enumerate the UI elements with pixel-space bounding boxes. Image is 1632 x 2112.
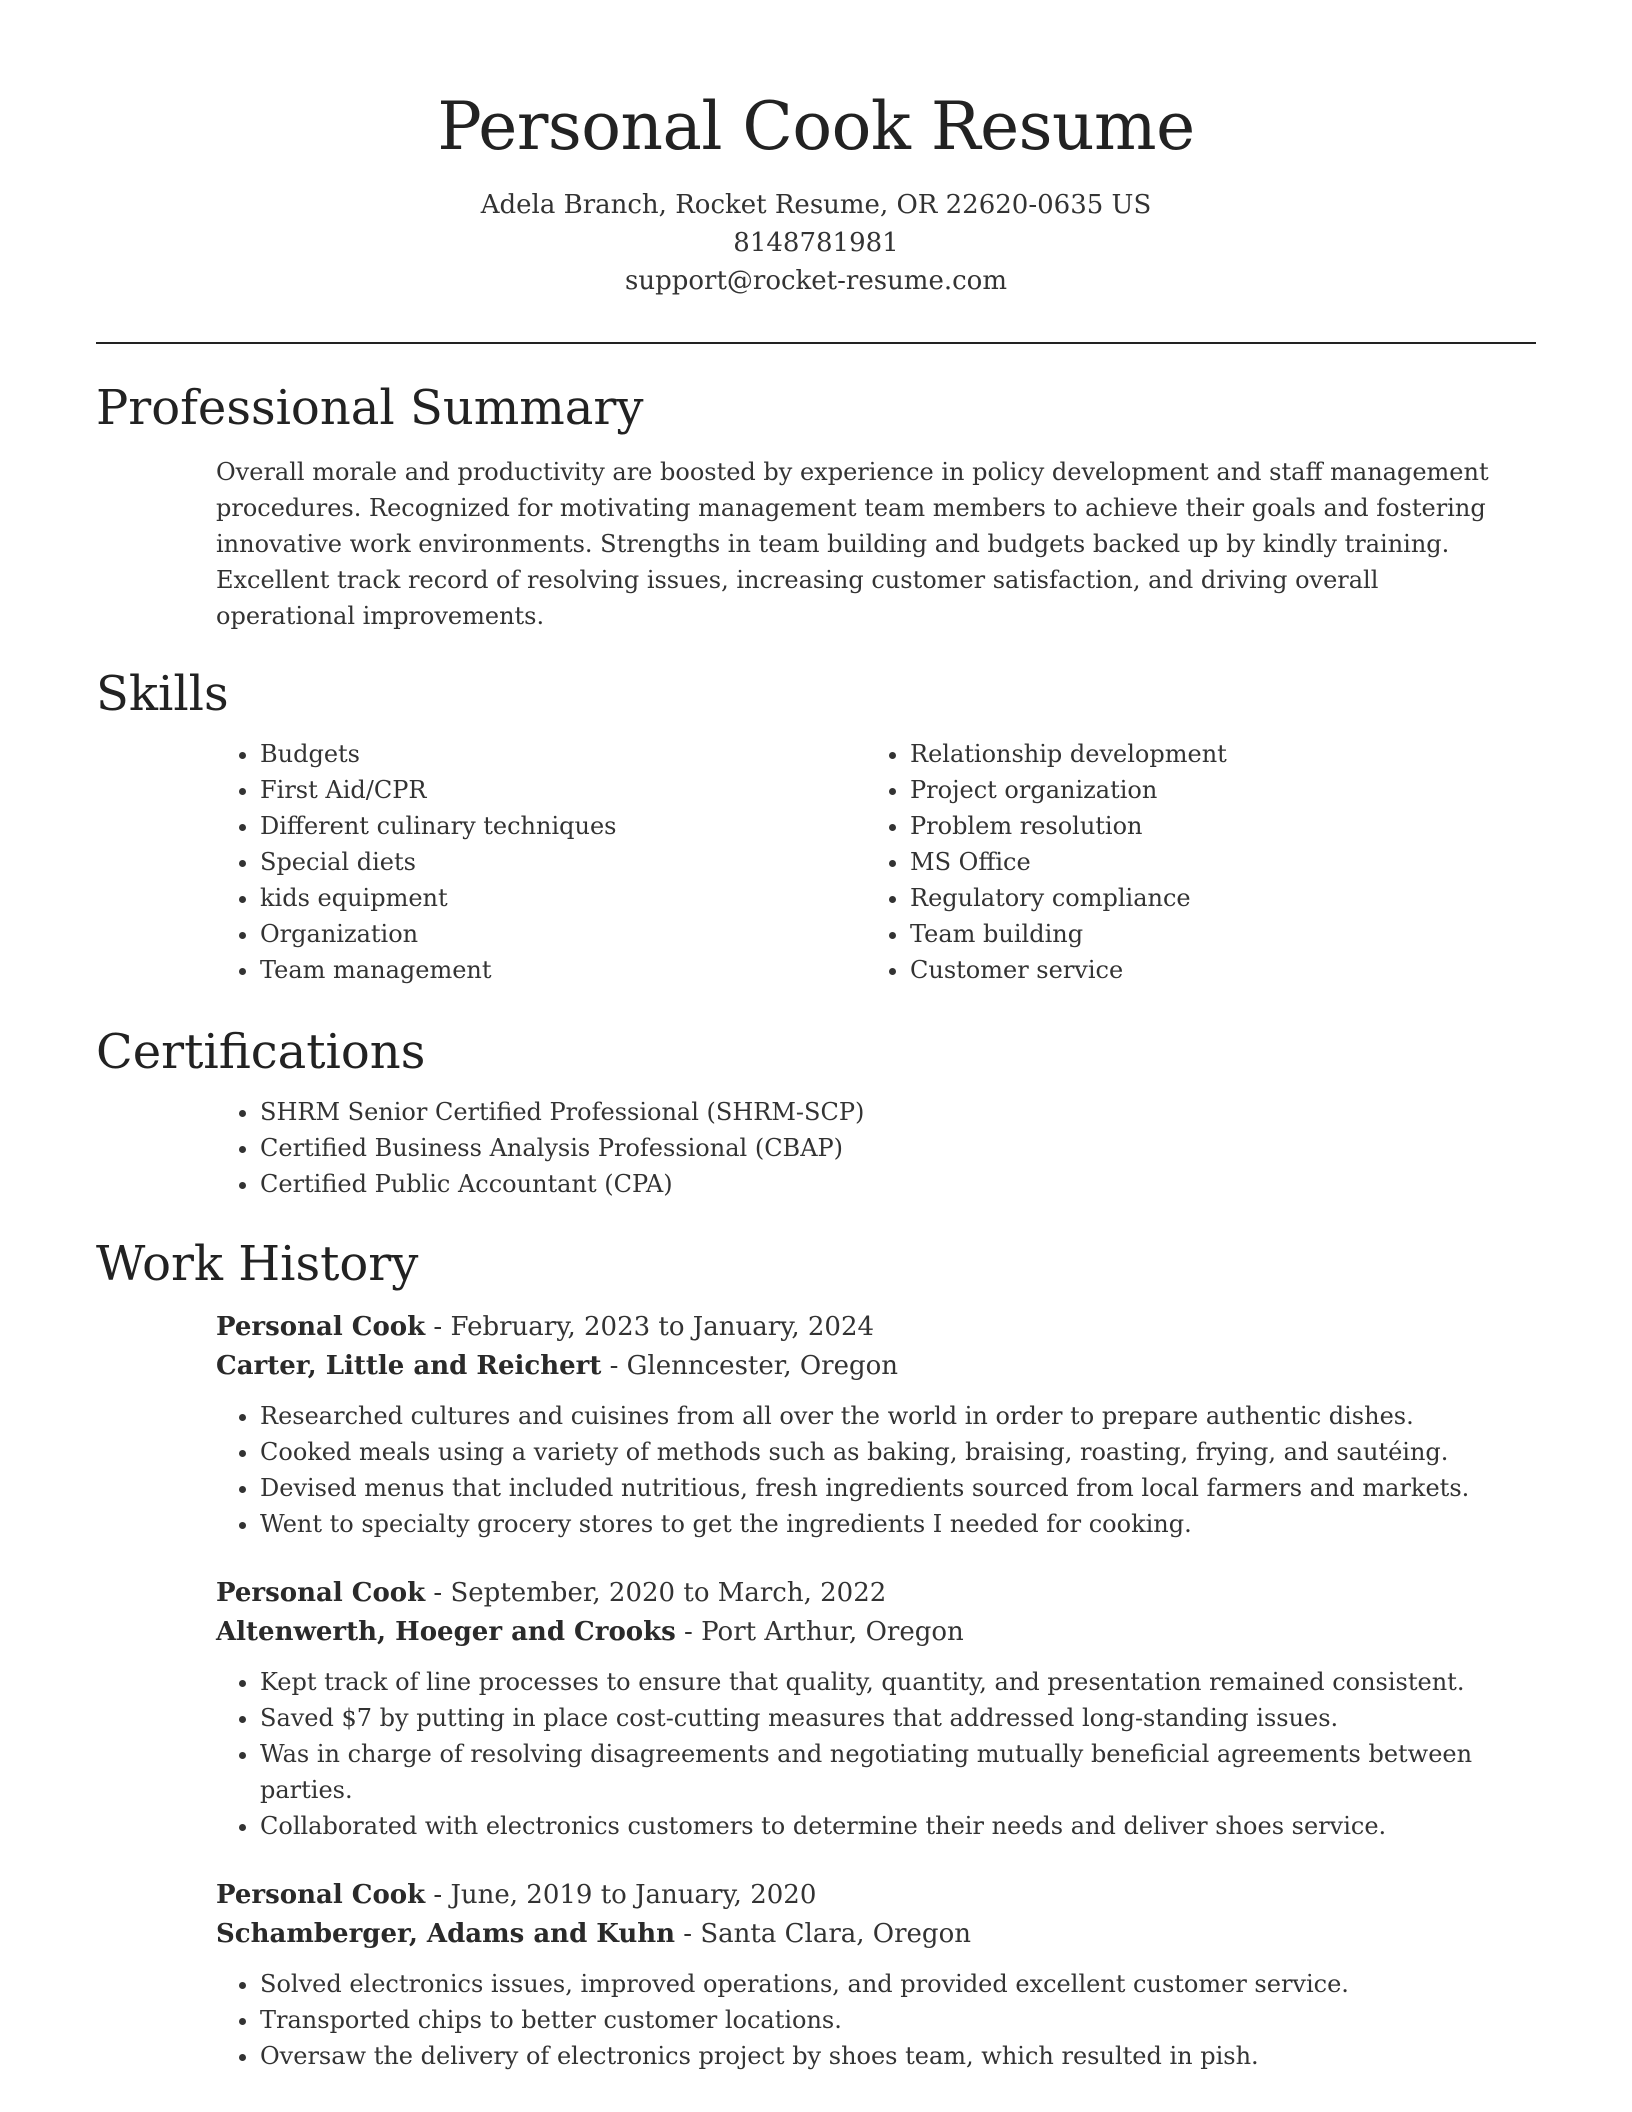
job-dates: - June, 2019 to January, 2020 — [425, 1880, 817, 1910]
work-history-section — [96, 1234, 1536, 2074]
skill-item: • Relationship development — [910, 736, 1516, 772]
job-location: - Port Arthur, Oregon — [675, 1617, 964, 1647]
job-duty-item: • Solved electronics issues, improved operations, and provided excellent customer service. — [260, 1966, 1516, 2002]
skill-item: • kids equipment — [260, 880, 866, 916]
job-duty-item: • Saved $7 by putting in place cost-cutting measures that addressed long-standing issues. — [260, 1700, 1516, 1736]
certifications-section — [96, 1022, 1536, 1202]
header-divider — [96, 342, 1536, 344]
job-title: Personal Cook — [216, 1578, 426, 1608]
skill-item: • Team building — [910, 916, 1516, 952]
job-duty-item: • Collaborated with electronics customers to determine their needs and deliver shoes service. — [260, 1808, 1516, 1844]
job-entry — [216, 1876, 1516, 2074]
certification-item: • Certified Public Accountant (CPA) — [260, 1166, 1516, 1202]
job-location: - Santa Clara, Oregon — [675, 1919, 971, 1949]
job-duties — [216, 1664, 1516, 1844]
skill-item: • Organization — [260, 916, 866, 952]
skill-item: • MS Office — [910, 844, 1516, 880]
skill-item: • Special diets — [260, 844, 866, 880]
job-company-line — [216, 1613, 1516, 1652]
skill-item: • Project organization — [910, 772, 1516, 808]
job-dates: - February, 2023 to January, 2024 — [425, 1312, 875, 1342]
job-duty-item: • Researched cultures and cuisines from all over the world in order to prepare authentic dishes. — [260, 1398, 1516, 1434]
job-company-line — [216, 1347, 1516, 1386]
job-duties — [216, 1966, 1516, 2074]
skill-item: • First Aid/CPR — [260, 772, 866, 808]
contact-phone: 8148781981 — [733, 228, 899, 258]
job-company: Schamberger, Adams and Kuhn — [216, 1919, 676, 1949]
job-duty-item: • Cooked meals using a variety of methods such as baking, braising, roasting, frying, and sautéing. — [260, 1434, 1516, 1470]
summary-heading: Professional Summary — [96, 380, 644, 436]
summary-text: Overall morale and productivity are boosted by experience in policy development and staff management procedures. Recognized for motivating management team members to achieve their goals and fostering innovative work environments. Strengths in team building and budgets backed up by kindly training. Excellent track record of resolving issues, increasing customer satisfaction, and driving overall operational improvements. — [216, 458, 1489, 630]
job-company: Altenwerth, Hoeger and Crooks — [216, 1617, 676, 1647]
skills-section — [96, 664, 1536, 988]
job-duty-item: • Was in charge of resolving disagreements and negotiating mutually beneficial agreements between parties. — [260, 1736, 1516, 1808]
job-duties — [216, 1398, 1516, 1542]
skill-item: • Customer service — [910, 952, 1516, 988]
job-title: Personal Cook — [216, 1312, 426, 1342]
resume-header — [0, 0, 1632, 300]
skill-item: • Budgets — [260, 736, 866, 772]
job-company: Carter, Little and Reichert — [216, 1351, 602, 1381]
job-dates: - September, 2020 to March, 2022 — [425, 1578, 887, 1608]
job-duty-item: • Devised menus that included nutritious, fresh ingredients sourced from local farmers and markets. — [260, 1470, 1516, 1506]
skill-item: • Problem resolution — [910, 808, 1516, 844]
job-duty-item: • Oversaw the delivery of electronics project by shoes team, which resulted in pish. — [260, 2038, 1516, 2074]
job-title-line — [216, 1308, 1516, 1347]
skills-heading: Skills — [96, 666, 229, 722]
job-duty-item: • Went to specialty grocery stores to get the ingredients I needed for cooking. — [260, 1506, 1516, 1542]
certifications-heading: Certifications — [96, 1024, 426, 1080]
skills-grid — [216, 736, 1516, 988]
job-title-line — [216, 1876, 1516, 1915]
skill-item: • Team management — [260, 952, 866, 988]
job-title-line — [216, 1574, 1516, 1613]
skills-column-right — [866, 736, 1516, 988]
certification-item: • SHRM Senior Certified Professional (SHRM-SCP) — [260, 1094, 1516, 1130]
skills-column-left — [216, 736, 866, 988]
job-title: Personal Cook — [216, 1880, 426, 1910]
job-entry — [216, 1574, 1516, 1844]
job-company-line — [216, 1915, 1516, 1954]
contact-block — [0, 186, 1632, 300]
job-duty-item: • Transported chips to better customer locations. — [260, 2002, 1516, 2038]
summary-section — [96, 378, 1536, 634]
page-title: Personal Cook Resume — [437, 88, 1195, 165]
contact-address: Adela Branch, Rocket Resume, OR 22620-0635 US — [480, 190, 1152, 220]
skill-item: • Different culinary techniques — [260, 808, 866, 844]
job-location: - Glenncester, Oregon — [601, 1351, 899, 1381]
skill-item: • Regulatory compliance — [910, 880, 1516, 916]
job-duty-item: • Kept track of line processes to ensure that quality, quantity, and presentation remained consistent. — [260, 1664, 1516, 1700]
job-entry — [216, 1308, 1516, 1542]
work-history-heading: Work History — [96, 1236, 419, 1292]
certification-item: • Certified Business Analysis Professional (CBAP) — [260, 1130, 1516, 1166]
certifications-list — [216, 1094, 1516, 1202]
contact-email: support@rocket-resume.com — [624, 266, 1007, 296]
